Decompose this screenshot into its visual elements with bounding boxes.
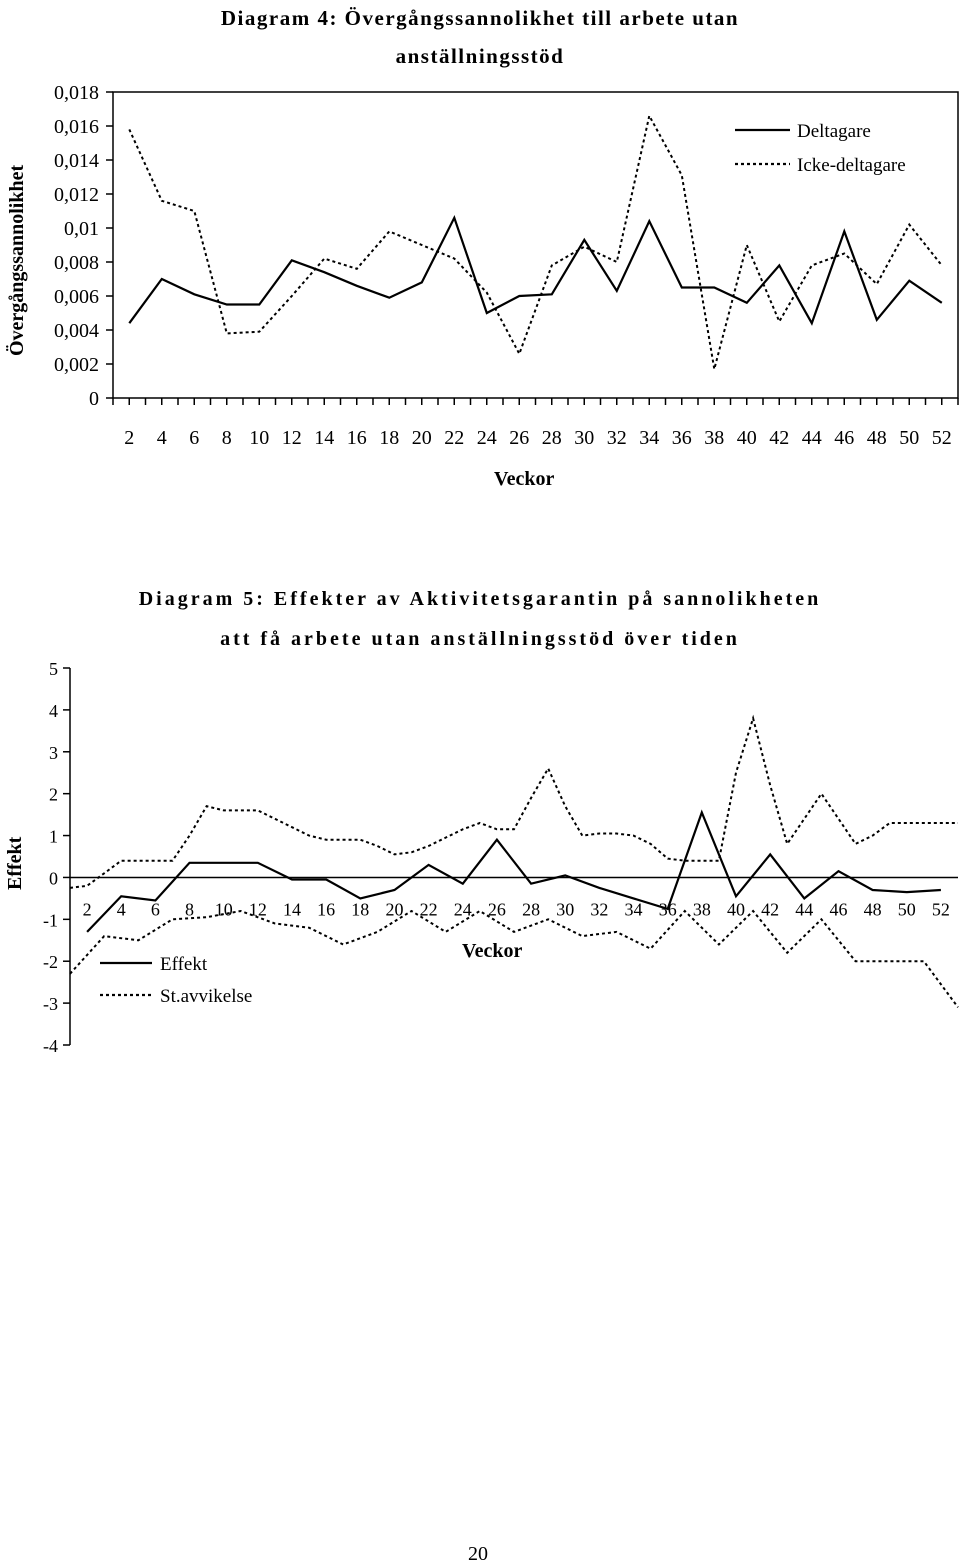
- chart1-x-tick-label: 22: [444, 427, 465, 449]
- chart2-x-tick-label: 20: [385, 899, 404, 920]
- chart2-y-tick-label: -1: [43, 910, 58, 931]
- chart2-x-tick-label: 10: [214, 899, 233, 920]
- chart1-x-tick-label: 8: [221, 427, 232, 449]
- chart1-series-deltagare-line: [129, 218, 942, 323]
- chart1-legend-label: Icke-deltagare: [797, 155, 906, 176]
- chart2-x-tick-label: 18: [351, 899, 370, 920]
- chart2-y-tick-label: 3: [49, 742, 58, 763]
- chart2-y-axis-label: Effekt: [4, 836, 26, 890]
- chart1-x-tick-label: 50: [899, 427, 920, 449]
- chart1-title: Diagram 4: Övergångssannolikhet till arbete utan: [220, 6, 740, 30]
- chart1-x-tick-label: 52: [931, 427, 952, 449]
- chart2-x-tick-label: 30: [556, 899, 575, 920]
- chart2-x-tick-label: 44: [795, 899, 814, 920]
- chart1-y-tick-label: 0,016: [54, 116, 99, 138]
- chart1-y-tick-label: 0: [89, 388, 99, 410]
- chart1-x-tick-label: 38: [704, 427, 725, 449]
- chart2-x-tick-label: 24: [453, 899, 472, 920]
- chart1-y-tick-label: 0,002: [54, 354, 99, 376]
- chart1-y-tick-label: 0,012: [54, 184, 99, 206]
- chart1-y-tick-label: 0,004: [54, 320, 99, 342]
- chart2-y-tick-label: -2: [43, 952, 58, 973]
- chart2-x-tick-label: 36: [658, 899, 677, 920]
- chart1-y-tick-label: 0,006: [54, 286, 99, 308]
- chart2-x-tick-label: 40: [727, 899, 745, 920]
- chart2-x-tick-label: 28: [522, 899, 541, 920]
- chart2-legend-label: St.avvikelse: [160, 986, 253, 1007]
- chart2-x-tick-label: 38: [692, 899, 711, 920]
- chart2-x-tick-label: 16: [317, 899, 336, 920]
- chart1-y-tick-label: 0,014: [54, 150, 99, 172]
- chart1-x-tick-label: 14: [314, 427, 335, 449]
- chart2-y-tick-label: 0: [49, 868, 58, 889]
- chart2-x-tick-label: 2: [82, 899, 92, 920]
- chart2-y-tick-label: 1: [49, 826, 58, 847]
- chart1-x-tick-label: 36: [671, 427, 692, 449]
- chart2-y-tick-label: -4: [43, 1036, 58, 1056]
- chart2-x-tick-label: 14: [283, 899, 301, 920]
- chart2-x-tick-label: 50: [897, 899, 916, 920]
- chart1-x-tick-label: 32: [606, 427, 627, 449]
- chart1-x-tick-label: 42: [769, 427, 790, 449]
- chart2-x-tick-label: 42: [761, 899, 780, 920]
- chart1-x-tick-label: 10: [249, 427, 270, 449]
- chart2-x-tick-label: 4: [116, 899, 126, 920]
- chart1-legend-label: Deltagare: [797, 121, 871, 142]
- chart2-x-tick-label: 34: [624, 899, 643, 920]
- chart2-y-tick-label: 2: [49, 784, 58, 805]
- chart2-x-tick-label: 26: [487, 899, 506, 920]
- chart2-legend-label: Effekt: [160, 954, 208, 975]
- chart2-x-tick-label: 12: [248, 899, 267, 920]
- chart2-title-line2: att få arbete utan anställningsstöd över tiden: [220, 628, 740, 650]
- chart1-x-tick-label: 4: [156, 427, 167, 449]
- chart1-x-tick-label: 30: [574, 427, 595, 449]
- chart1-x-tick-label: 6: [189, 427, 200, 449]
- chart2-x-tick-label: 52: [931, 899, 950, 920]
- chart2-y-tick-label: -3: [43, 994, 58, 1015]
- chart1-y-axis-label: Övergångssannolikhet: [6, 164, 28, 356]
- chart1-y-tick-label: 0,008: [54, 252, 99, 274]
- chart1-x-tick-label: 24: [476, 427, 497, 449]
- chart1-x-tick-label: 40: [736, 427, 757, 449]
- chart2-y-tick-label: 5: [49, 659, 58, 679]
- chart1-x-tick-label: 2: [124, 427, 135, 449]
- chart1-x-tick-label: 26: [509, 427, 530, 449]
- chart2-title: Diagram 5: Effekter av Aktivitetsgarantin på sannolikheten: [138, 588, 822, 610]
- chart1-x-tick-label: 34: [639, 427, 660, 449]
- chart2-y-tick-label: 4: [49, 700, 58, 721]
- chart1-x-tick-label: 44: [801, 427, 822, 449]
- chart1-x-tick-label: 12: [281, 427, 302, 449]
- chart1-x-tick-label: 20: [411, 427, 432, 449]
- chart2-x-tick-label: 46: [829, 899, 848, 920]
- page-number: 20: [468, 1543, 488, 1565]
- chart1-x-tick-label: 16: [346, 427, 367, 449]
- chart2-x-tick-label: 6: [150, 899, 160, 920]
- chart2-x-tick-label: 22: [419, 899, 438, 920]
- chart1-series-icke-deltagare-line: [129, 116, 942, 369]
- chart1-y-tick-label: 0,01: [64, 218, 99, 240]
- chart1-x-axis-label: Veckor: [494, 468, 555, 490]
- chart1-x-tick-label: 18: [379, 427, 400, 449]
- chart2-x-tick-label: 48: [863, 899, 882, 920]
- chart1-x-tick-label: 48: [866, 427, 887, 449]
- chart2-x-tick-label: 32: [590, 899, 609, 920]
- chart1-y-tick-label: 0,018: [54, 82, 99, 104]
- chart2-x-tick-label: 8: [185, 899, 195, 920]
- chart1-x-tick-label: 46: [834, 427, 855, 449]
- chart1-title-line2: anställningsstöd: [395, 44, 565, 68]
- chart1-x-tick-label: 28: [541, 427, 562, 449]
- chart2-x-axis-label: Veckor: [462, 940, 523, 962]
